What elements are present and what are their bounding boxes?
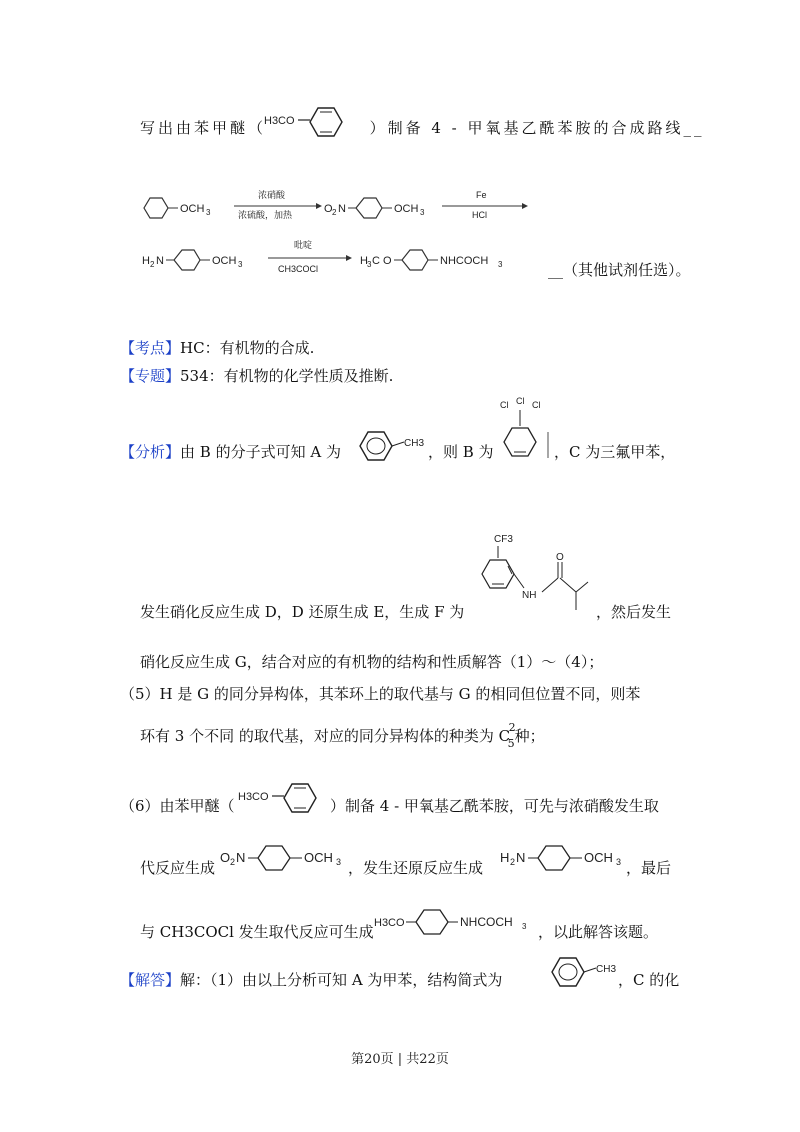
svg-text:2: 2 (332, 208, 337, 217)
svg-text:Cl: Cl (516, 396, 525, 406)
fenxi-line7b (348, 858, 483, 878)
svg-text:CH3: CH3 (404, 438, 425, 449)
zhuanti-tag: 【专题】 (120, 367, 181, 385)
svg-text:3: 3 (498, 260, 503, 269)
q6-text-post: ）制备 4 - 甲氧基乙酰苯胺的合成路线 (369, 119, 684, 137)
combination-c52: C 2 5 (498, 721, 516, 750)
svg-text:CH3: CH3 (596, 964, 617, 975)
kaodian-line (120, 338, 314, 358)
fenxi-line7 (140, 858, 215, 878)
svg-text:N: N (338, 203, 346, 215)
nitroanisole-structure (218, 836, 358, 880)
svg-text:H: H (500, 850, 510, 865)
svg-text:H: H (142, 255, 150, 267)
svg-text:Cl: Cl (500, 400, 509, 410)
synthesis-route-row2 (138, 236, 538, 286)
jieda-line-b (618, 970, 679, 990)
benzotrichloride-structure (498, 396, 554, 468)
kaodian-tag: 【考点】 (120, 339, 181, 357)
svg-text:3: 3 (420, 208, 425, 217)
zhuanti-text: 534：有机物的化学性质及推断. (180, 367, 394, 385)
fenxi-text8-end: 种； (514, 727, 545, 745)
q6-blank-end (548, 260, 691, 280)
fenxi-line3 (140, 652, 603, 672)
svg-text:CH3COCl: CH3COCl (278, 264, 319, 274)
svg-text:2: 2 (230, 857, 236, 867)
svg-text:H: H (360, 255, 368, 267)
jieda-tag: 【解答】 (120, 971, 181, 989)
kaodian-text: HC：有机物的合成. (180, 339, 315, 357)
svg-text:2: 2 (510, 857, 516, 867)
svg-text:N: N (236, 850, 246, 865)
fenxi-line2b (596, 602, 671, 622)
q6-intro-line (140, 118, 705, 138)
fenxi-tag: 【分析】 (120, 443, 181, 461)
svg-text:OCH: OCH (180, 203, 205, 215)
fenxi-line4 (120, 684, 640, 704)
fenxi-line8b (538, 922, 658, 942)
svg-text:浓硝酸: 浓硝酸 (258, 190, 286, 200)
fenxi-text5: ，然后发生 (596, 603, 672, 621)
page-footer: 第20页 | 共22页 (351, 1052, 449, 1067)
product-structure (372, 900, 540, 944)
svg-text:O: O (324, 203, 333, 215)
fenxi-line1c (554, 442, 675, 462)
svg-text:Fe: Fe (476, 190, 487, 200)
anisole-structure-2 (236, 776, 332, 820)
svg-text:3: 3 (522, 922, 527, 931)
svg-text:OCH: OCH (394, 203, 419, 215)
fenxi-text7: （5）H 是 G 的同分异构体，其苯环上的取代基与 G 的相同但位置不同，则苯 (120, 685, 641, 703)
svg-text:OCH: OCH (212, 255, 237, 267)
svg-text:N: N (516, 850, 526, 865)
fenxi-line6b (330, 796, 659, 816)
fenxi-line1b (428, 442, 494, 462)
fenxi-text15: ，以此解答该题。 (538, 923, 659, 941)
jieda-line (120, 970, 502, 990)
toluene-structure-2 (548, 950, 620, 994)
synthesis-route-row1 (138, 184, 538, 234)
svg-text:O: O (556, 552, 564, 563)
svg-text:NHCOCH: NHCOCH (460, 915, 513, 929)
svg-text:HCl: HCl (472, 210, 487, 220)
fenxi-text10: ）制备 4 - 甲氧基乙酰苯胺，可先与浓硝酸发生取 (330, 797, 659, 815)
fenxi-text14: 与 CH3COCl 发生取代反应可生成 (140, 923, 374, 941)
anisidine-structure (498, 836, 638, 880)
svg-text:O: O (220, 850, 231, 865)
q6-blank-end-text: __（其他试剂任选）。 (548, 261, 691, 279)
svg-text:3: 3 (206, 208, 211, 217)
svg-text:吡啶: 吡啶 (294, 240, 313, 250)
svg-text:NHCOCH: NHCOCH (440, 255, 489, 267)
fenxi-text3: ，C 为三氟甲苯， (554, 443, 676, 461)
q6-text-pre: 写出由苯甲醚（ (140, 119, 267, 137)
svg-text:Cl: Cl (532, 400, 541, 410)
fenxi-line1 (120, 442, 341, 462)
fenxi-line2 (140, 602, 464, 622)
fenxi-text8: 环有 3 个不同 的取代基，对应的同分异构体的种类为 (140, 727, 494, 745)
svg-text:C O: C O (372, 255, 392, 267)
fenxi-line8 (140, 922, 374, 942)
svg-text:2: 2 (150, 260, 155, 269)
fenxi-text12: ，发生还原反应生成 (348, 859, 484, 877)
jieda-text2: ，C 的化 (618, 971, 680, 989)
fenxi-line7c (626, 858, 671, 878)
fenxi-line6 (120, 796, 235, 816)
fenxi-text13: ，最后 (626, 859, 672, 877)
svg-text:H3CO: H3CO (238, 791, 269, 803)
anisole-structure (262, 100, 358, 144)
svg-text:3: 3 (336, 857, 342, 867)
fenxi-text9: （6）由苯甲醚（ (120, 797, 235, 815)
svg-text:OCH: OCH (304, 850, 333, 865)
fenxi-text6: 硝化反应生成 G，结合对应的有机物的结构和性质解答（1）～（4）； (140, 653, 604, 671)
zhuanti-line (120, 366, 393, 386)
svg-text:NH: NH (522, 590, 537, 601)
toluene-structure (356, 424, 428, 468)
fenxi-text4: 发生硝化反应生成 D，D 还原生成 E，生成 F 为 (140, 603, 465, 621)
svg-text:OCH: OCH (584, 850, 613, 865)
q6-blank: __ (683, 119, 705, 137)
svg-text:3: 3 (367, 260, 372, 269)
svg-text:CF3: CF3 (494, 534, 513, 545)
compound-f-structure (476, 530, 606, 620)
svg-text:浓硫酸，加热: 浓硫酸，加热 (238, 210, 293, 220)
svg-text:3: 3 (238, 260, 243, 269)
fenxi-line5 (140, 721, 545, 750)
methoxy-label: H3CO (264, 115, 295, 127)
svg-text:H3CO: H3CO (374, 917, 405, 929)
svg-text:N: N (156, 255, 164, 267)
fenxi-text2: ，则 B 为 (428, 443, 494, 461)
svg-text:3: 3 (616, 857, 622, 867)
jieda-text1: 解：（1）由以上分析可知 A 为甲苯，结构简式为 (180, 971, 503, 989)
fenxi-text1: 由 B 的分子式可知 A 为 (180, 443, 341, 461)
fenxi-text11: 代反应生成 (140, 859, 216, 877)
